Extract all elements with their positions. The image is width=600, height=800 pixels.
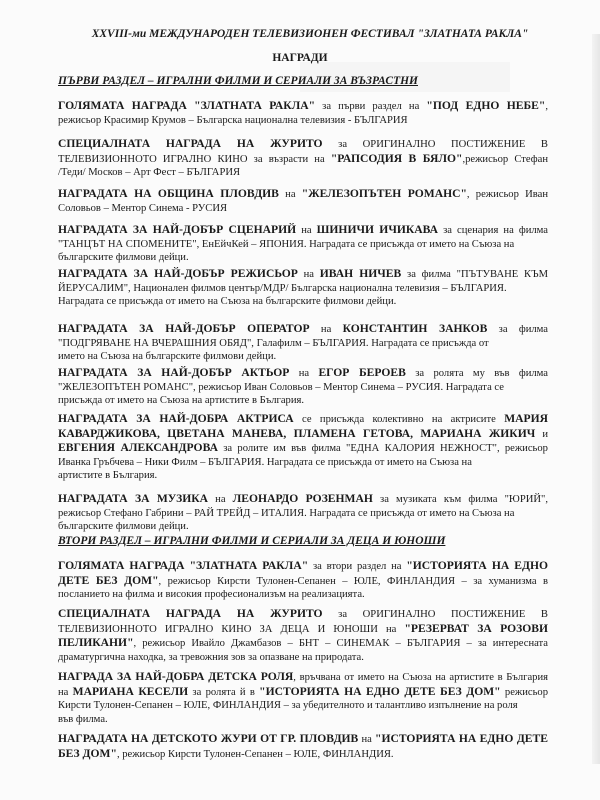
award-line: НАГРАДАТА ЗА НАЙ-ДОБЪР АКТЬОР на ЕГОР БЕРОЕВ за ролята му във филма	[58, 366, 548, 379]
award-line: Наградата се присъжда от името на Съюза на българските филмови дейци.	[58, 296, 397, 308]
award-line: режисьор Красимир Крумов – Българска национална телевизия - БЪЛГАРИЯ	[58, 114, 408, 126]
award-line: българските филмови дейци.	[58, 252, 189, 264]
document-title: XXVIII-ми МЕЖДУНАРОДЕН ТЕЛЕВИЗИОНЕН ФЕСТИВАЛ "ЗЛАТНАТА РАКЛА"	[91, 28, 529, 40]
award-line: режисьор Стефано Габрини – РАЙ ТРЕЙД – ИТАЛИЯ. Наградата се присъжда от името на Съюза на	[58, 507, 515, 519]
award-line: "ПОДГРЯВАНЕ НА ВЧЕРАШНИЯ ОБЯД", Галафилм – БЪЛГАРИЯ. Наградата се присъжда от	[58, 337, 489, 349]
award-line: "ТАНЦЪТ НА СПОМЕНИТЕ", ЕнЕйчКей – ЯПОНИЯ. Наградата се присъжда от името на Съюза на	[58, 238, 515, 250]
award-line: ДЕТЕ БЕЗ ДОМ", режисьор Кирсти Тулонен-Сепанен – ЮЛЕ, ФИНЛАНДИЯ – за хуманизма в	[58, 573, 548, 587]
award-line: "ЖЕЛЕЗОПЪТЕН РОМАНС", режисьор Иван Соловьов – Ментор Синема – РУСИЯ. Наградата се	[58, 381, 504, 393]
award-best-screenplay	[58, 223, 548, 265]
award-line: Соловьов – Ментор Синема - РУСИЯ	[58, 202, 228, 214]
award-line: на МАРИАНА КЕСЕЛИ за ролята й в "ИСТОРИЯТА НА ЕДНО ДЕТЕ БЕЗ ДОМ" режисьор	[58, 684, 548, 698]
award-line: ТЕЛЕВИЗИОННОТО ИГРАЛНО КИНО ЗА ДЕЦА И ЮНОШИ на "РЕЗЕРВАТ ЗА РОЗОВИ	[58, 621, 548, 635]
award-line: СПЕЦИАЛНАТА НАГРАДА НА ЖУРИТО за ОРИГИНАЛНО ПОСТИЖЕНИЕ В	[58, 137, 548, 150]
award-line: НАГРАДА ЗА НАЙ-ДОБРА ДЕТСКА РОЛЯ, връчвана от името на Съюза на артистите в България	[58, 670, 548, 683]
award-line: българските филмови дейци.	[58, 521, 189, 533]
award-line: СПЕЦИАЛНАТА НАГРАДА НА ЖУРИТО за ОРИГИНАЛНО ПОСТИЖЕНИЕ В	[58, 607, 548, 620]
award-line: присъжда от името на Съюза на артистите в България.	[58, 395, 305, 407]
section-heading-children: ВТОРИ РАЗДЕЛ – ИГРАЛНИ ФИЛМИ И СЕРИАЛИ ЗА ДЕЦА И ЮНОШИ	[58, 535, 446, 547]
award-grand-prize-section1	[58, 99, 548, 127]
award-line: НАГРАДАТА НА ДЕТСКОТО ЖУРИ ОТ ГР. ПЛОВДИВ на "ИСТОРИЯТА НА ЕДНО ДЕТЕ	[58, 732, 548, 745]
award-special-jury-section1	[58, 137, 548, 180]
award-line: НАГРАДАТА ЗА НАЙ-ДОБЪР ОПЕРАТОР на КОНСТАНТИН ЗАНКОВ за филма	[58, 322, 548, 335]
award-line: НАГРАДАТА ЗА НАЙ-ДОБЪР СЦЕНАРИЙ на ШИНИЧИ ИЧИКАВА за сценария на филма	[58, 223, 548, 236]
award-line: ГОЛЯМАТА НАГРАДА "ЗЛАТНАТА РАКЛА" за втори раздел на "ИСТОРИЯТА НА ЕДНО	[58, 559, 548, 572]
scan-edge-shadow	[592, 34, 600, 764]
award-line: /Теди/ Москов – Арт Фест – БЪЛГАРИЯ	[58, 167, 241, 179]
award-line: ГОЛЯМАТА НАГРАДА "ЗЛАТНАТА РАКЛА" за първи раздел на "ПОД ЕДНО НЕБЕ",	[58, 99, 548, 112]
award-line: НАГРАДАТА ЗА НАЙ-ДОБЪР РЕЖИСЬОР на ИВАН НИЧЕВ за филма "ПЪТУВАНЕ КЪМ	[58, 267, 548, 280]
award-line: НАГРАДАТА ЗА МУЗИКА на ЛЕОНАРДО РОЗЕНМАН за музиката към филма "ЮРИЙ",	[58, 492, 548, 505]
award-music	[58, 492, 548, 534]
award-best-child-role	[58, 670, 548, 726]
award-line: във филма.	[58, 713, 108, 725]
award-line: ПЕЛИКАНИ", режисьор Ивайло Джамбазов – БНТ – СИНЕМАК – БЪЛГАРИЯ – за интересната	[58, 636, 548, 650]
award-children-jury-plovdiv	[58, 732, 548, 761]
award-line: посланието на филма и високия професионализъм на реализацията.	[58, 589, 365, 601]
award-plovdiv-municipality	[58, 187, 548, 215]
award-line: ЕВГЕНИЯ АЛЕКСАНДРОВА за ролите им във филма "ЕДНА КАЛОРИЯ НЕЖНОСТ", режисьор	[58, 441, 548, 455]
award-line: ЙЕРУСАЛИМ", Национален филмов център/МДР/ Българска национална телевизия – БЪЛГАРИЯ.	[58, 282, 507, 294]
award-best-actress	[58, 412, 548, 483]
award-line: ТЕЛЕВИЗИОННОТО ИГРАЛНО КИНО за възрасти на "РАПСОДИЯ В БЯЛО",режисьор Стефан	[58, 151, 548, 165]
award-line: името на Съюза на българските филмови дейци.	[58, 351, 277, 363]
award-line: НАГРАДАТА ЗА НАЙ-ДОБРА АКТРИСА се присъжда колективно на актрисите МАРИЯ	[58, 412, 548, 425]
award-line: драматургична находка, за тревожния зов за опазване на природата.	[58, 651, 364, 663]
award-best-actor	[58, 366, 548, 408]
award-line: артистите в България.	[58, 470, 158, 482]
document-subtitle: НАГРАДИ	[272, 52, 328, 64]
award-line: КАВАРДЖИКОВА, ЦВЕТАНА МАНЕВА, ПЛАМЕНА ГЕТОВА, МАРИАНА ЖИКИЧ и	[58, 426, 548, 440]
award-special-jury-section2	[58, 607, 548, 664]
award-line: БЕЗ ДОМ", режисьор Кирсти Тулонен-Сепанен – ЮЛЕ, ФИНЛАНДИЯ.	[58, 746, 394, 760]
award-line: НАГРАДАТА НА ОБЩИНА ПЛОВДИВ на "ЖЕЛЕЗОПЪТЕН РОМАНС", режисьор Иван	[58, 187, 548, 200]
award-grand-prize-section2	[58, 559, 548, 602]
award-best-cinematographer	[58, 322, 548, 364]
section-heading-adults: ПЪРВИ РАЗДЕЛ – ИГРАЛНИ ФИЛМИ И СЕРИАЛИ ЗА ВЪЗРАСТНИ	[58, 75, 418, 87]
award-line: Кирсти Тулонен-Сепанен – ЮЛЕ, ФИНЛАНДИЯ – за убедителното и талантливо изпълнение на роля	[58, 700, 518, 712]
award-best-director	[58, 267, 548, 309]
award-line: Иванка Гръбчева – Ники Филм – БЪЛГАРИЯ. Наградата се присъжда от името на Съюза на	[58, 456, 472, 468]
